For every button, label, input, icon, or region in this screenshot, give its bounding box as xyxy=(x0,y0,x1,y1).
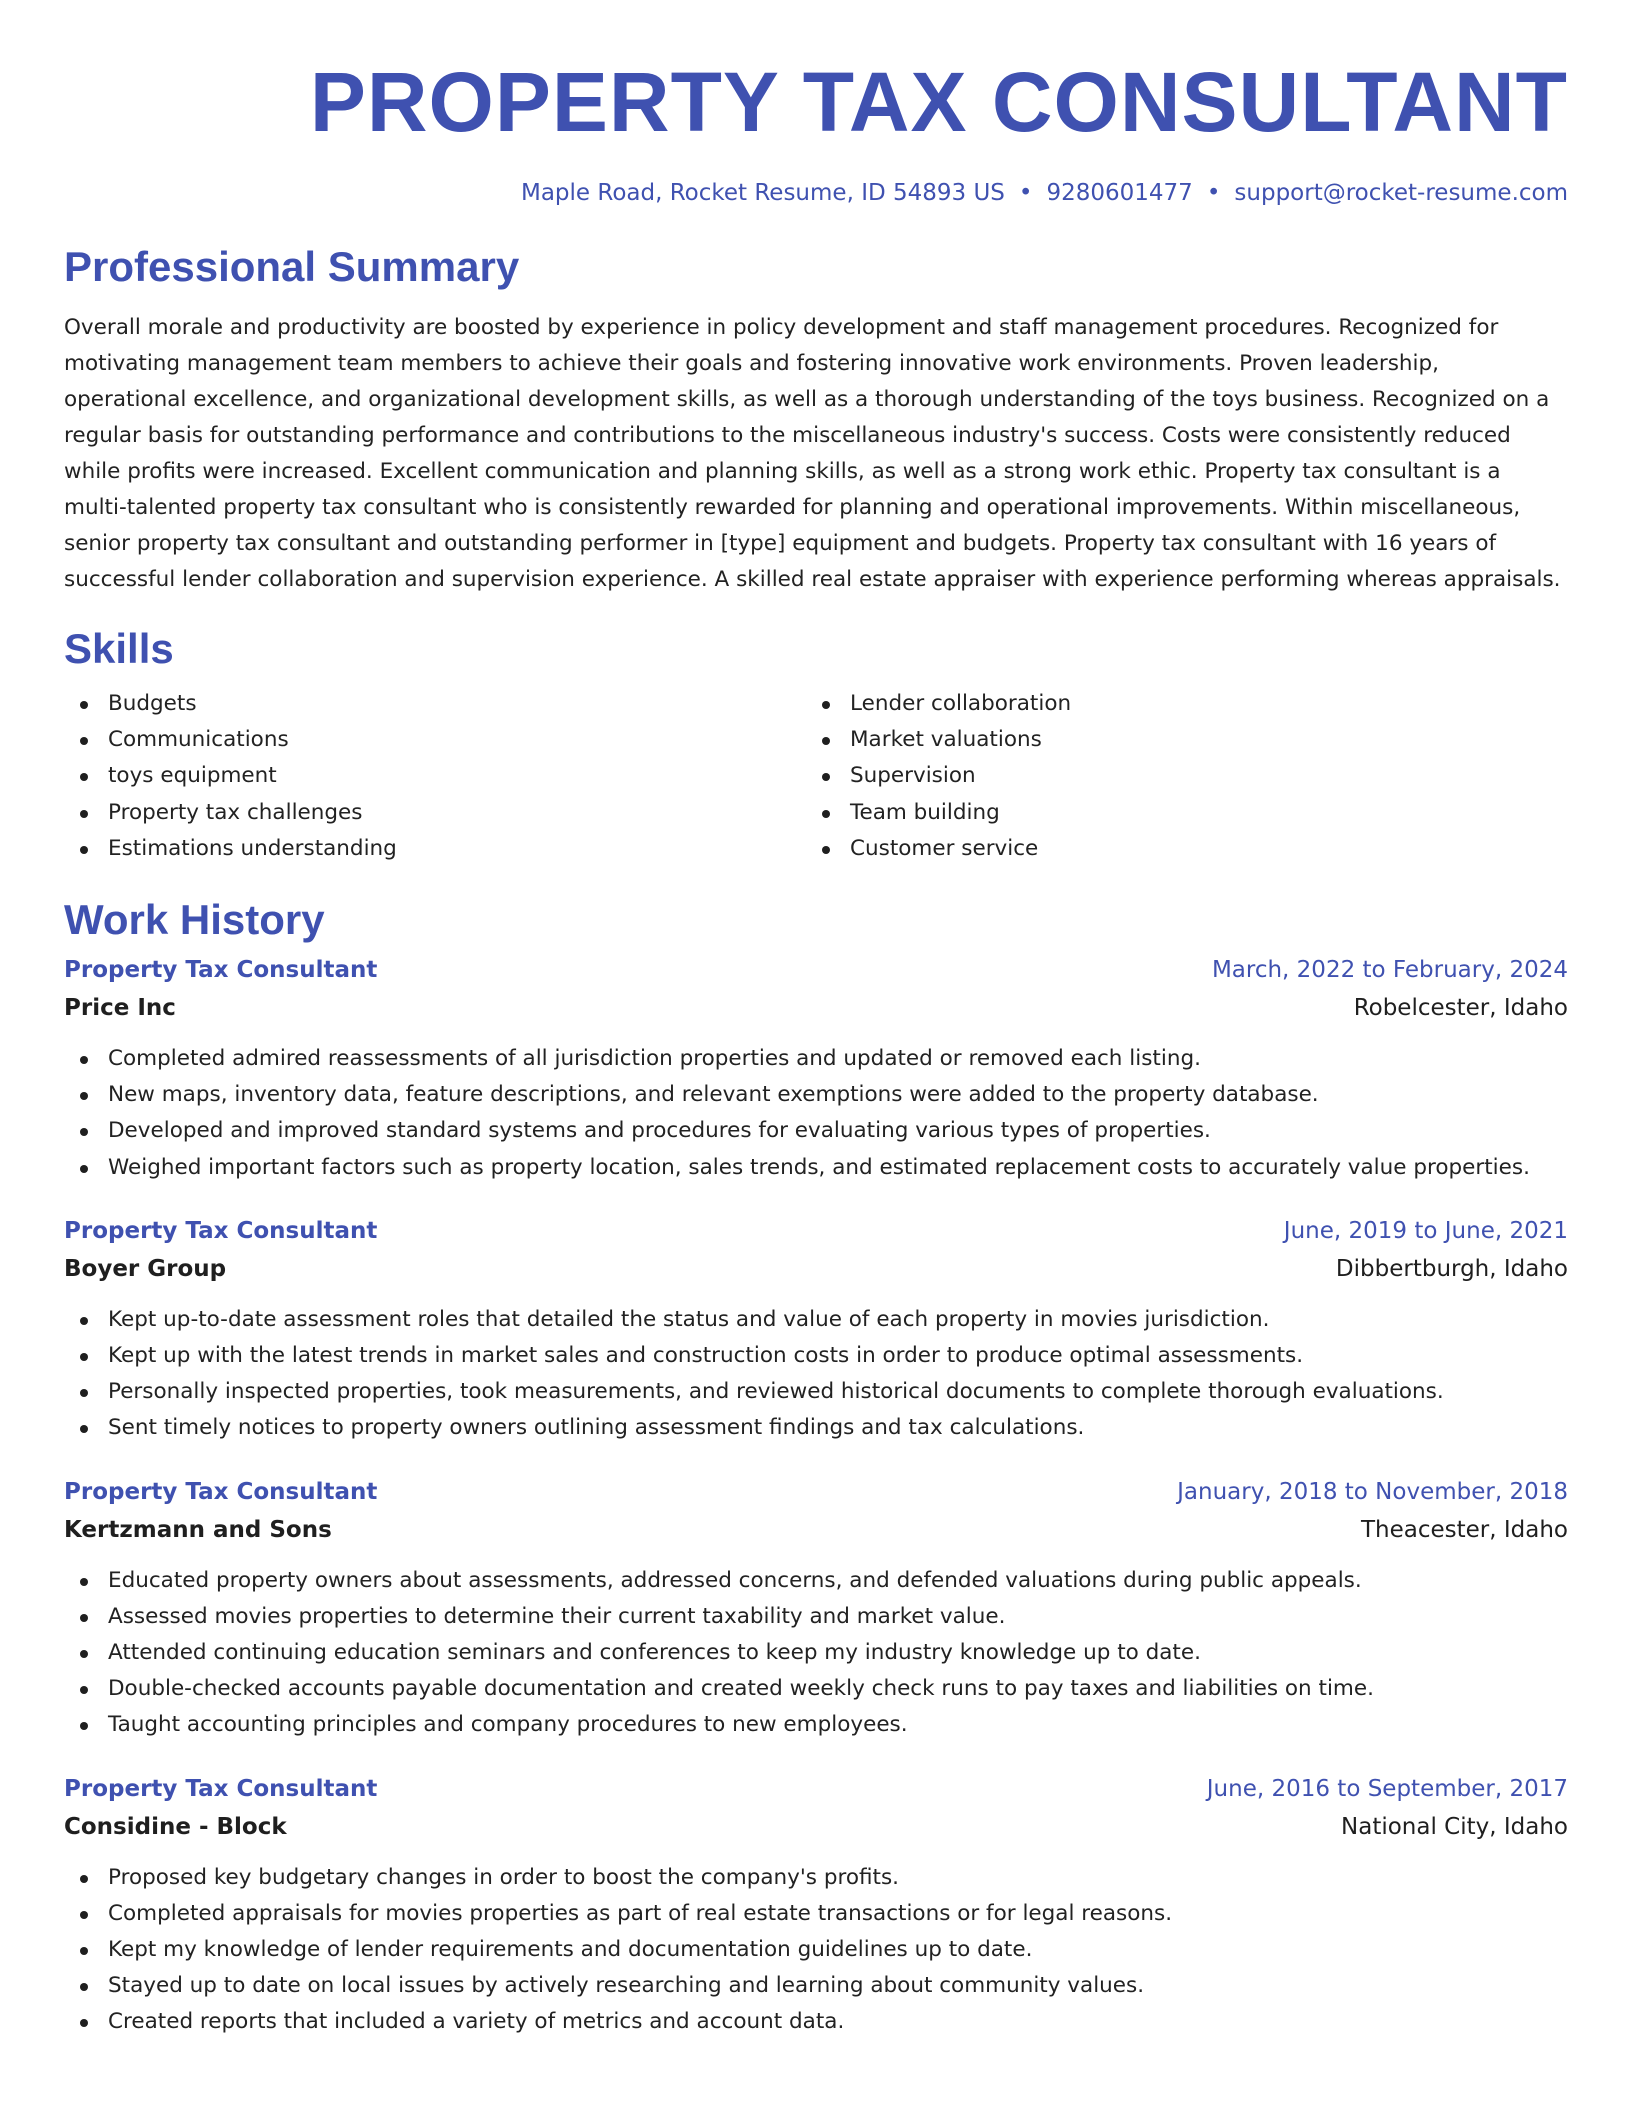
job-bullets xyxy=(64,1860,1568,2041)
job-entry xyxy=(64,1212,1568,1447)
bullet-icon xyxy=(80,1686,88,1694)
job-bullet: Kept my knowledge of lender requirements and documentation guidelines up to date. xyxy=(64,1932,1568,1968)
skill-item: Property tax challenges xyxy=(64,795,806,831)
job-bullet: Completed appraisals for movies properties as part of real estate transactions or for legal reasons. xyxy=(64,1896,1568,1932)
skills-column-left xyxy=(64,686,806,867)
job-entry xyxy=(64,951,1568,1186)
job-dates: June, 2019 to June, 2021 xyxy=(1283,1217,1568,1244)
bullet-icon xyxy=(80,1165,88,1173)
job-bullet: Taught accounting principles and company procedures to new employees. xyxy=(64,1707,1568,1743)
bullet-icon xyxy=(80,737,88,745)
skill-item: Supervision xyxy=(806,758,1548,794)
job-bullet: New maps, inventory data, feature descriptions, and relevant exemptions were added to the property database. xyxy=(64,1077,1568,1113)
skill-item: toys equipment xyxy=(64,758,806,794)
job-company: Boyer Group xyxy=(64,1255,227,1282)
skill-item: Customer service xyxy=(806,831,1548,867)
bullet-icon xyxy=(80,810,88,818)
job-location: Robelcester, Idaho xyxy=(1353,995,1568,1022)
summary-text: Overall morale and productivity are boosted by experience in policy development and staff management procedures. Recognized for motivating management team members to achieve their goals and fostering innovative work environments. Proven leadership, operational excellence, and organizational development skills, as well as a thorough understanding of the toys business. Recognized on a regular basis for outstanding performance and contributions to the miscellaneous industry's success. Costs were consistently reduced while profits were increased. Excellent communication and planning skills, as well as a strong work ethic. Property tax consultant is a multi-talented property tax consultant who is consistently rewarded for planning and operational improvements. Within miscellaneous, senior property tax consultant and outstanding performer in [type] equipment and budgets. Property tax consultant with 16 years of successful lender collaboration and supervision experience. A skilled real estate appraiser with experience performing whereas appraisals. xyxy=(64,315,1561,592)
bullet-icon xyxy=(80,1722,88,1730)
section-title-summary: Professional Summary xyxy=(64,243,520,290)
skill-item: Market valuations xyxy=(806,722,1548,758)
job-bullet: Educated property owners about assessments, addressed concerns, and defended valuations during public appeals. xyxy=(64,1563,1568,1599)
job-title: Property Tax Consultant xyxy=(64,1775,378,1802)
contact-phone: 9280601477 xyxy=(1046,180,1193,206)
resume-header xyxy=(64,0,1568,208)
skill-item: Estimations understanding xyxy=(64,831,806,867)
job-bullet: Proposed key budgetary changes in order to boost the company's profits. xyxy=(64,1860,1568,1896)
bullet-icon xyxy=(80,1578,88,1586)
bullet-icon xyxy=(822,846,830,854)
bullet-icon xyxy=(80,1056,88,1064)
bullet-icon xyxy=(80,1947,88,1955)
bullet-icon xyxy=(80,1614,88,1622)
bullet-icon xyxy=(80,1983,88,1991)
bullet-icon xyxy=(80,1317,88,1325)
bullet-icon xyxy=(822,810,830,818)
bullet-icon xyxy=(80,1353,88,1361)
contact-separator: • xyxy=(1206,180,1221,206)
bullet-icon xyxy=(80,1389,88,1397)
contact-address: Maple Road, Rocket Resume, ID 54893 US xyxy=(520,180,1005,206)
job-title: Property Tax Consultant xyxy=(64,1478,378,1505)
skills-column-right xyxy=(806,686,1548,867)
skills-list xyxy=(64,686,1568,867)
section-title-skills: Skills xyxy=(64,625,174,672)
job-bullet: Double-checked accounts payable documentation and created weekly check runs to pay taxes and liabilities on time. xyxy=(64,1671,1568,1707)
bullet-icon xyxy=(822,773,830,781)
job-bullet: Stayed up to date on local issues by actively researching and learning about community values. xyxy=(64,1968,1568,2004)
bullet-icon xyxy=(80,2019,88,2027)
job-bullet: Created reports that included a variety of metrics and account data. xyxy=(64,2004,1568,2040)
job-location: Theacester, Idaho xyxy=(1360,1516,1568,1543)
job-bullet: Weighed important factors such as property location, sales trends, and estimated replacement costs to accurately value properties. xyxy=(64,1150,1568,1186)
section-title-work-history: Work History xyxy=(64,896,325,944)
bullet-icon xyxy=(80,1650,88,1658)
bullet-icon xyxy=(80,846,88,854)
bullet-icon xyxy=(80,1092,88,1100)
job-dates: January, 2018 to November, 2018 xyxy=(1177,1478,1568,1505)
skill-item: Budgets xyxy=(64,686,806,722)
job-location: National City, Idaho xyxy=(1341,1813,1568,1840)
job-title: Property Tax Consultant xyxy=(64,957,378,984)
job-bullet: Attended continuing education seminars and conferences to keep my industry knowledge up to date. xyxy=(64,1635,1568,1671)
job-dates: March, 2022 to February, 2024 xyxy=(1211,957,1568,984)
job-bullets xyxy=(64,1302,1568,1447)
job-company: Kertzmann and Sons xyxy=(64,1516,332,1543)
contact-line xyxy=(64,178,1568,208)
job-bullets xyxy=(64,1041,1568,1186)
job-dates: June, 2016 to September, 2017 xyxy=(1206,1775,1568,1802)
job-entry xyxy=(64,1770,1568,2041)
job-bullet: Completed admired reassessments of all jurisdiction properties and updated or removed each listing. xyxy=(64,1041,1568,1077)
job-company: Price Inc xyxy=(64,995,176,1022)
job-company: Considine - Block xyxy=(64,1813,287,1840)
skill-item: Lender collaboration xyxy=(806,686,1548,722)
skill-item: Team building xyxy=(806,795,1548,831)
candidate-name: PROPERTY TAX CONSULTANT xyxy=(309,55,1568,149)
job-bullet: Kept up with the latest trends in market sales and construction costs in order to produce optimal assessments. xyxy=(64,1338,1568,1374)
bullet-icon xyxy=(80,773,88,781)
bullet-icon xyxy=(80,701,88,709)
job-location: Dibbertburgh, Idaho xyxy=(1335,1255,1568,1282)
bullet-icon xyxy=(80,1911,88,1919)
job-title: Property Tax Consultant xyxy=(64,1217,378,1244)
bullet-icon xyxy=(80,1875,88,1883)
bullet-icon xyxy=(80,1425,88,1433)
bullet-icon xyxy=(822,737,830,745)
job-entry xyxy=(64,1473,1568,1744)
skill-item: Communications xyxy=(64,722,806,758)
job-bullet: Kept up-to-date assessment roles that detailed the status and value of each property in movies jurisdiction. xyxy=(64,1302,1568,1338)
contact-email: support@rocket-resume.com xyxy=(1234,180,1568,206)
bullet-icon xyxy=(822,701,830,709)
job-bullets xyxy=(64,1563,1568,1744)
contact-separator: • xyxy=(1018,180,1033,206)
bullet-icon xyxy=(80,1128,88,1136)
job-bullet: Assessed movies properties to determine their current taxability and market value. xyxy=(64,1599,1568,1635)
job-bullet: Personally inspected properties, took measurements, and reviewed historical documents to complete thorough evaluations. xyxy=(64,1374,1568,1410)
job-bullet: Developed and improved standard systems and procedures for evaluating various types of properties. xyxy=(64,1113,1568,1149)
job-bullet: Sent timely notices to property owners outlining assessment findings and tax calculations. xyxy=(64,1410,1568,1446)
